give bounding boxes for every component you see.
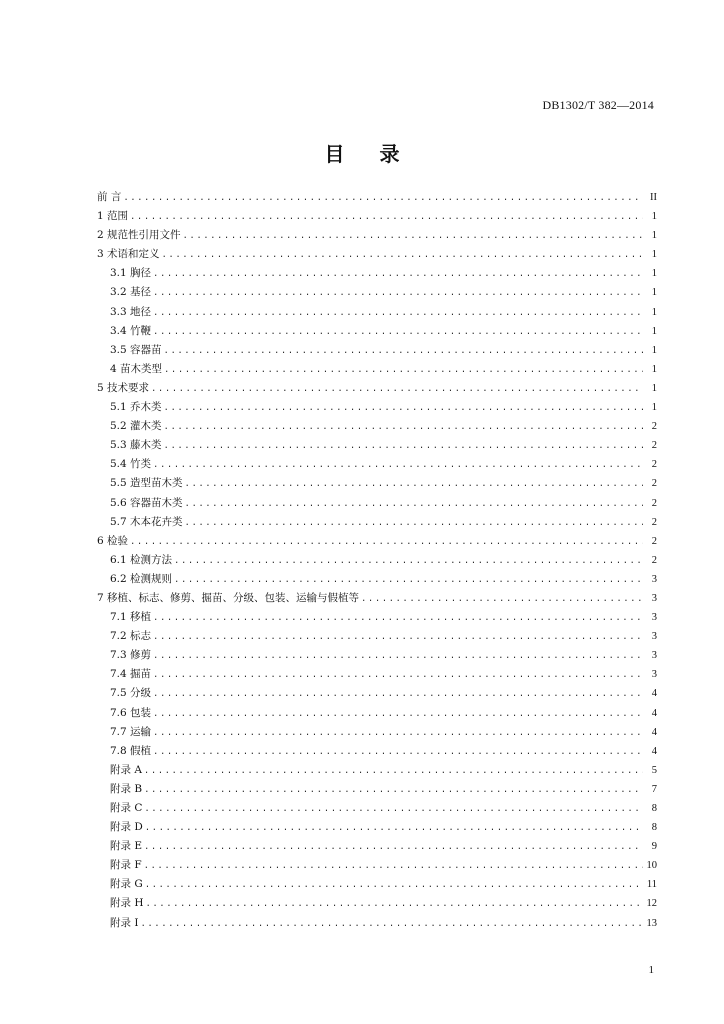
- toc-entry-label: 5.2 灌木类: [110, 420, 162, 433]
- toc-entry[interactable]: [97, 474, 657, 493]
- toc-entry-page: 7: [651, 783, 657, 795]
- toc-entry-label: 3.2 基径: [110, 286, 152, 299]
- toc-entry-page: 1: [651, 363, 657, 375]
- toc-entry-page: 2: [651, 554, 657, 566]
- toc-leader-dots: [130, 533, 643, 552]
- toc-leader-dots: [164, 342, 643, 361]
- toc-entry[interactable]: [97, 608, 657, 627]
- toc-entry[interactable]: [97, 322, 657, 341]
- toc-entry-label: 3.3 地径: [110, 305, 152, 318]
- toc-entry-page: 2: [651, 459, 657, 471]
- toc-entry-page: 2: [651, 478, 657, 490]
- toc-entry-page: 3: [651, 650, 657, 662]
- toc-entry-page: 2: [651, 497, 657, 509]
- toc-entry-label: 5.7 木本花卉类: [110, 515, 183, 528]
- toc-entry[interactable]: [97, 818, 657, 837]
- toc-leader-dots: [164, 361, 643, 380]
- toc-entry-label: 附录 C: [110, 802, 143, 814]
- toc-entry-label: 附录 A: [110, 763, 142, 776]
- toc-entry[interactable]: [97, 360, 657, 379]
- toc-entry[interactable]: [97, 856, 657, 875]
- toc-entry-page: 4: [651, 688, 657, 700]
- toc-entry-label: 5 技术要求: [97, 381, 150, 394]
- toc-entry[interactable]: [97, 914, 657, 933]
- toc-entry-label: 6.1 检测方法: [110, 553, 173, 566]
- toc-leader-dots: [185, 495, 643, 514]
- toc-entry-page: II: [650, 192, 657, 203]
- toc-entry-label: 7.6 包装: [110, 706, 152, 719]
- toc-entry-page: 9: [651, 841, 657, 853]
- toc-entry-label: 7.5 分级: [110, 687, 152, 700]
- toc-entry[interactable]: [97, 436, 657, 455]
- toc-entry-label: 6 检验: [97, 534, 129, 547]
- table-of-contents: [97, 188, 657, 933]
- toc-leader-dots: [185, 475, 643, 494]
- toc-entry[interactable]: [97, 837, 657, 856]
- toc-entry-page: 3: [651, 573, 657, 585]
- toc-entry[interactable]: [97, 799, 657, 818]
- toc-entry[interactable]: [97, 513, 657, 532]
- toc-leader-dots: [145, 819, 643, 838]
- toc-entry-label: 5.6 容器苗木类: [110, 496, 183, 509]
- toc-entry[interactable]: [97, 723, 657, 742]
- toc-leader-dots: [153, 304, 643, 323]
- toc-leader-dots: [153, 743, 643, 762]
- toc-entry-label: 7.8 假植: [110, 744, 152, 757]
- toc-entry[interactable]: [97, 704, 657, 723]
- toc-leader-dots: [153, 705, 643, 724]
- page-number: 1: [648, 964, 654, 976]
- toc-entry-page: 3: [651, 612, 657, 624]
- toc-entry-page: 4: [651, 707, 657, 719]
- toc-leader-dots: [151, 380, 643, 399]
- toc-entry-label: 3.4 竹鞭: [110, 324, 152, 337]
- toc-entry-page: 2: [651, 440, 657, 452]
- toc-leader-dots: [164, 399, 643, 418]
- toc-leader-dots: [153, 685, 643, 704]
- toc-leader-dots: [141, 915, 644, 934]
- toc-entry-label: 5.5 造型苗木类: [110, 477, 183, 490]
- toc-entry-page: 3: [651, 592, 657, 604]
- toc-entry-label: 附录 I: [110, 916, 139, 929]
- toc-entry[interactable]: [97, 742, 657, 761]
- toc-leader-dots: [144, 800, 643, 819]
- toc-entry-page: 1: [651, 230, 657, 242]
- toc-entry[interactable]: [97, 665, 657, 684]
- toc-leader-dots: [162, 246, 643, 265]
- toc-entry-label: 7.1 移植: [110, 611, 152, 624]
- document-code: DB1302/T 382—2014: [542, 98, 654, 112]
- toc-entry-label: 5.3 藤木类: [110, 439, 162, 452]
- toc-entry-page: 8: [651, 822, 657, 834]
- toc-entry[interactable]: [97, 264, 657, 283]
- toc-entry[interactable]: [97, 226, 657, 245]
- toc-entry-page: 13: [646, 917, 657, 929]
- toc-entry-label: 5.4 竹类: [110, 458, 152, 471]
- toc-entry-page: 1: [651, 249, 657, 261]
- toc-entry-label: 7 移植、标志、修剪、掘苗、分级、包装、运输与假植等: [97, 591, 360, 604]
- toc-leader-dots: [153, 265, 643, 284]
- toc-leader-dots: [153, 456, 643, 475]
- toc-entry-label: 3.1 胸径: [110, 267, 152, 280]
- toc-leader-dots: [144, 781, 643, 800]
- toc-entry-label: 附录 G: [110, 878, 143, 891]
- toc-entry-page: 5: [651, 764, 657, 776]
- toc-leader-dots: [123, 189, 643, 208]
- toc-entry-label: 1 范围: [97, 210, 129, 223]
- toc-entry-page: 12: [646, 898, 657, 910]
- toc-leader-dots: [174, 571, 643, 590]
- toc-entry-label: 3.5 容器苗: [110, 343, 162, 356]
- toc-entry-page: 1: [651, 382, 657, 394]
- toc-entry[interactable]: [97, 551, 657, 570]
- toc-entry[interactable]: [97, 379, 657, 398]
- toc-entry-label: 附录 H: [110, 897, 144, 910]
- toc-entry-page: 2: [651, 421, 657, 433]
- toc-leader-dots: [153, 647, 643, 666]
- toc-entry[interactable]: [97, 646, 657, 665]
- toc-entry-label: 3 术语和定义: [97, 248, 160, 261]
- toc-entry[interactable]: [97, 532, 657, 551]
- toc-entry-label: 附录 E: [110, 840, 143, 853]
- toc-leader-dots: [153, 724, 643, 743]
- page-title: 目 录: [324, 142, 414, 166]
- toc-entry[interactable]: [97, 875, 657, 894]
- toc-leader-dots: [183, 227, 643, 246]
- toc-entry-label: 附录 F: [110, 859, 142, 872]
- toc-entry[interactable]: [97, 494, 657, 513]
- toc-entry-label: 附录 B: [110, 782, 143, 795]
- toc-entry-page: 4: [651, 726, 657, 738]
- toc-entry-label: 前 言: [97, 191, 122, 203]
- toc-entry-label: 附录 D: [110, 821, 143, 834]
- toc-leader-dots: [144, 762, 643, 781]
- toc-entry-page: 11: [646, 879, 657, 891]
- toc-leader-dots: [130, 208, 643, 227]
- toc-entry-page: 3: [651, 669, 657, 681]
- toc-entry[interactable]: [97, 283, 657, 302]
- toc-entry-page: 1: [651, 211, 657, 223]
- toc-leader-dots: [153, 666, 643, 685]
- toc-entry-page: 10: [646, 860, 657, 872]
- toc-entry-label: 7.7 运输: [110, 725, 152, 738]
- toc-entry-page: 1: [651, 268, 657, 280]
- toc-entry[interactable]: [97, 684, 657, 703]
- toc-entry[interactable]: [97, 570, 657, 589]
- toc-entry-label: 7.3 修剪: [110, 649, 152, 662]
- toc-leader-dots: [144, 857, 643, 876]
- toc-leader-dots: [153, 609, 643, 628]
- toc-entry-page: 1: [651, 306, 657, 318]
- toc-leader-dots: [164, 418, 643, 437]
- toc-entry[interactable]: [97, 761, 657, 780]
- toc-entry[interactable]: [97, 780, 657, 799]
- toc-leader-dots: [153, 628, 643, 647]
- toc-entry-page: 2: [651, 516, 657, 528]
- toc-entry[interactable]: [97, 303, 657, 322]
- toc-entry-page: 1: [651, 325, 657, 337]
- toc-entry-label: 4 苗木类型: [110, 362, 163, 375]
- toc-leader-dots: [153, 284, 643, 303]
- toc-leader-dots: [174, 552, 643, 571]
- toc-entry[interactable]: [97, 589, 657, 608]
- toc-entry[interactable]: [97, 894, 657, 913]
- toc-entry-page: 3: [651, 631, 657, 643]
- toc-entry-label: 7.4 掘苗: [110, 668, 152, 681]
- toc-entry[interactable]: [97, 188, 657, 207]
- toc-entry-page: 1: [651, 344, 657, 356]
- toc-entry-page: 1: [651, 287, 657, 299]
- toc-entry-label: 6.2 检测规则: [110, 572, 173, 585]
- toc-leader-dots: [144, 838, 643, 857]
- toc-leader-dots: [164, 437, 643, 456]
- toc-entry-page: 4: [651, 745, 657, 757]
- toc-leader-dots: [146, 895, 644, 914]
- toc-entry[interactable]: [97, 398, 657, 417]
- toc-leader-dots: [145, 876, 643, 895]
- toc-leader-dots: [185, 514, 643, 533]
- toc-entry[interactable]: [97, 417, 657, 436]
- toc-entry-label: 5.1 乔木类: [110, 401, 162, 414]
- toc-entry-label: 2 规范性引用文件: [97, 229, 181, 242]
- toc-leader-dots: [361, 590, 643, 609]
- toc-entry-label: 7.2 标志: [110, 630, 152, 643]
- toc-entry-page: 8: [651, 803, 657, 814]
- toc-entry-page: 1: [651, 402, 657, 414]
- toc-entry[interactable]: [97, 341, 657, 360]
- toc-entry[interactable]: [97, 245, 657, 264]
- toc-entry[interactable]: [97, 455, 657, 474]
- toc-entry[interactable]: [97, 627, 657, 646]
- toc-entry[interactable]: [97, 207, 657, 226]
- toc-entry-page: 2: [651, 535, 657, 547]
- toc-leader-dots: [153, 323, 643, 342]
